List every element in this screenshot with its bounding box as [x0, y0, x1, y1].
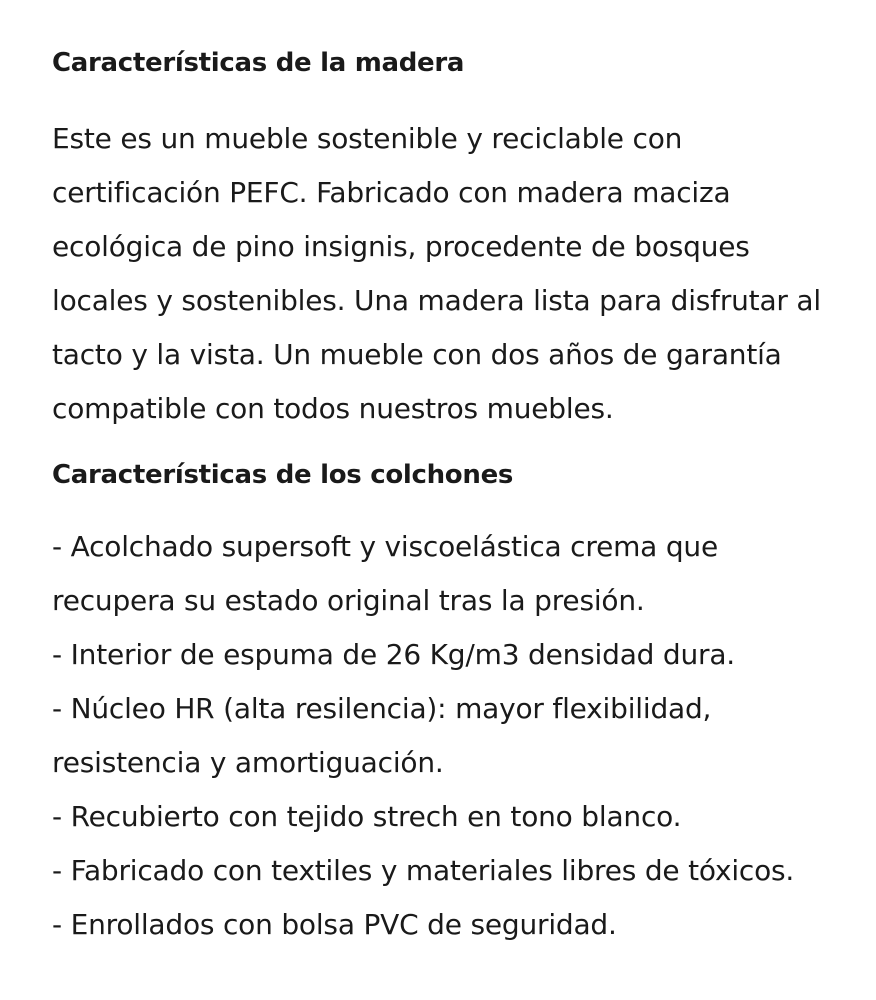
list-item: - Núcleo HR (alta resilencia): mayor flexibilidad, resistencia y amortiguación. — [52, 692, 712, 779]
mattress-features-list — [52, 520, 836, 952]
list-item: - Enrollados con bolsa PVC de seguridad. — [52, 908, 617, 941]
list-item: - Recubierto con tejido strech en tono blanco. — [52, 800, 682, 833]
list-item: - Fabricado con textiles y materiales libres de tóxicos. — [52, 854, 795, 887]
wood-characteristics-heading: Características de la madera — [52, 48, 465, 78]
wood-characteristics-text: Este es un mueble sostenible y reciclable con certificación PEFC. Fabricado con madera maciza ecológica de pino insignis, procedente de bosques locales y sostenibles. Una madera lista para disfrutar al tacto y la vista. Un mueble con dos años de garantía compatible con todos nuestros muebles. — [52, 122, 821, 425]
list-item: - Interior de espuma de 26 Kg/m3 densidad dura. — [52, 638, 736, 671]
mattress-characteristics-heading: Características de los colchones — [52, 460, 514, 490]
list-item: - Acolchado supersoft y viscoelástica crema que recupera su estado original tras la presión. — [52, 530, 718, 617]
